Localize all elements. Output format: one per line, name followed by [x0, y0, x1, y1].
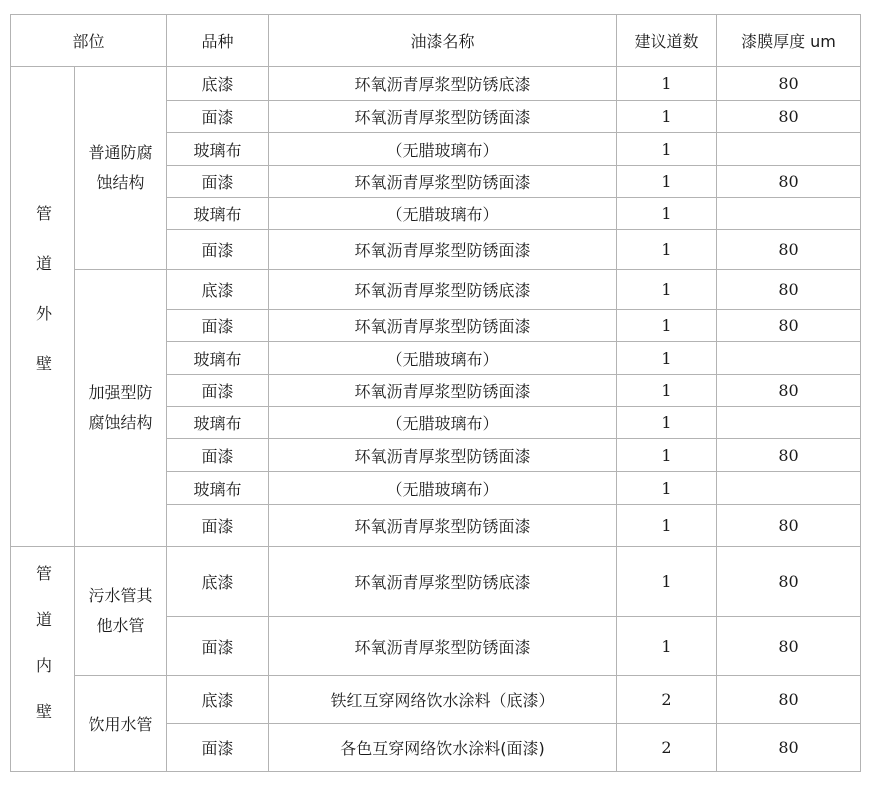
paint-name-cell: 环氧沥青厚浆型防锈面漆 [269, 439, 617, 472]
paint-name-cell: 环氧沥青厚浆型防锈面漆 [269, 617, 617, 676]
variety-cell: 玻璃布 [167, 342, 269, 375]
thickness-cell [717, 342, 861, 375]
paint-name-cell: （无腊玻璃布） [269, 133, 617, 166]
thickness-cell: 80 [717, 676, 861, 724]
paint-spec-table [10, 14, 861, 772]
paint-name-cell: 环氧沥青厚浆型防锈面漆 [269, 505, 617, 547]
coats-cell: 1 [617, 375, 717, 407]
structure-normal: 普通防腐蚀结构 [75, 67, 167, 270]
coats-cell: 1 [617, 472, 717, 505]
variety-cell: 玻璃布 [167, 133, 269, 166]
thickness-cell [717, 472, 861, 505]
paint-name-cell: 环氧沥青厚浆型防锈面漆 [269, 166, 617, 198]
coats-cell: 1 [617, 439, 717, 472]
variety-cell: 玻璃布 [167, 407, 269, 439]
structure-drinking: 饮用水管 [75, 676, 167, 772]
thickness-cell [717, 133, 861, 166]
coats-cell: 1 [617, 407, 717, 439]
variety-cell: 底漆 [167, 547, 269, 617]
coats-cell: 1 [617, 166, 717, 198]
variety-cell: 面漆 [167, 375, 269, 407]
thickness-cell: 80 [717, 310, 861, 342]
paint-name-cell: 铁红互穿网络饮水涂料（底漆） [269, 676, 617, 724]
paint-name-cell: 环氧沥青厚浆型防锈底漆 [269, 67, 617, 101]
paint-name-cell: 各色互穿网络饮水涂料(面漆) [269, 724, 617, 772]
table-row [11, 67, 861, 101]
group-outer-wall: 管道外壁 [11, 67, 75, 547]
thickness-cell [717, 407, 861, 439]
variety-cell: 底漆 [167, 67, 269, 101]
header-coats: 建议道数 [617, 15, 717, 67]
coats-cell: 1 [617, 270, 717, 310]
thickness-cell: 80 [717, 617, 861, 676]
variety-cell: 玻璃布 [167, 472, 269, 505]
variety-cell: 面漆 [167, 101, 269, 133]
coats-cell: 1 [617, 101, 717, 133]
paint-name-cell: 环氧沥青厚浆型防锈面漆 [269, 230, 617, 270]
header-paint-name: 油漆名称 [269, 15, 617, 67]
variety-cell: 面漆 [167, 617, 269, 676]
variety-cell: 底漆 [167, 676, 269, 724]
paint-name-cell: （无腊玻璃布） [269, 342, 617, 375]
variety-cell: 面漆 [167, 505, 269, 547]
coats-cell: 1 [617, 505, 717, 547]
variety-cell: 玻璃布 [167, 198, 269, 230]
coats-cell: 2 [617, 676, 717, 724]
paint-name-cell: 环氧沥青厚浆型防锈底漆 [269, 270, 617, 310]
paint-name-cell: （无腊玻璃布） [269, 472, 617, 505]
header-variety: 品种 [167, 15, 269, 67]
thickness-cell: 80 [717, 375, 861, 407]
thickness-cell: 80 [717, 505, 861, 547]
thickness-cell: 80 [717, 67, 861, 101]
thickness-cell: 80 [717, 724, 861, 772]
table-row [11, 547, 861, 617]
header-part: 部位 [11, 15, 167, 67]
thickness-cell: 80 [717, 166, 861, 198]
thickness-cell: 80 [717, 101, 861, 133]
coats-cell: 1 [617, 617, 717, 676]
coats-cell: 1 [617, 342, 717, 375]
header-row [11, 15, 861, 67]
variety-cell: 面漆 [167, 724, 269, 772]
variety-cell: 底漆 [167, 270, 269, 310]
thickness-cell [717, 198, 861, 230]
thickness-cell: 80 [717, 439, 861, 472]
paint-name-cell: 环氧沥青厚浆型防锈面漆 [269, 101, 617, 133]
thickness-cell: 80 [717, 230, 861, 270]
variety-cell: 面漆 [167, 439, 269, 472]
thickness-cell: 80 [717, 270, 861, 310]
paint-name-cell: （无腊玻璃布） [269, 198, 617, 230]
thickness-cell: 80 [717, 547, 861, 617]
paint-name-cell: （无腊玻璃布） [269, 407, 617, 439]
coats-cell: 1 [617, 230, 717, 270]
header-thickness: 漆膜厚度 um [717, 15, 861, 67]
table-row [11, 676, 861, 724]
variety-cell: 面漆 [167, 230, 269, 270]
coats-cell: 1 [617, 133, 717, 166]
coats-cell: 1 [617, 547, 717, 617]
coats-cell: 1 [617, 310, 717, 342]
variety-cell: 面漆 [167, 166, 269, 198]
coats-cell: 2 [617, 724, 717, 772]
coats-cell: 1 [617, 198, 717, 230]
paint-name-cell: 环氧沥青厚浆型防锈面漆 [269, 310, 617, 342]
variety-cell: 面漆 [167, 310, 269, 342]
coats-cell: 1 [617, 67, 717, 101]
structure-sewage: 污水管其他水管 [75, 547, 167, 676]
group-inner-wall: 管道内壁 [11, 547, 75, 772]
structure-reinforced: 加强型防腐蚀结构 [75, 270, 167, 547]
paint-name-cell: 环氧沥青厚浆型防锈底漆 [269, 547, 617, 617]
table-row [11, 270, 861, 310]
paint-name-cell: 环氧沥青厚浆型防锈面漆 [269, 375, 617, 407]
